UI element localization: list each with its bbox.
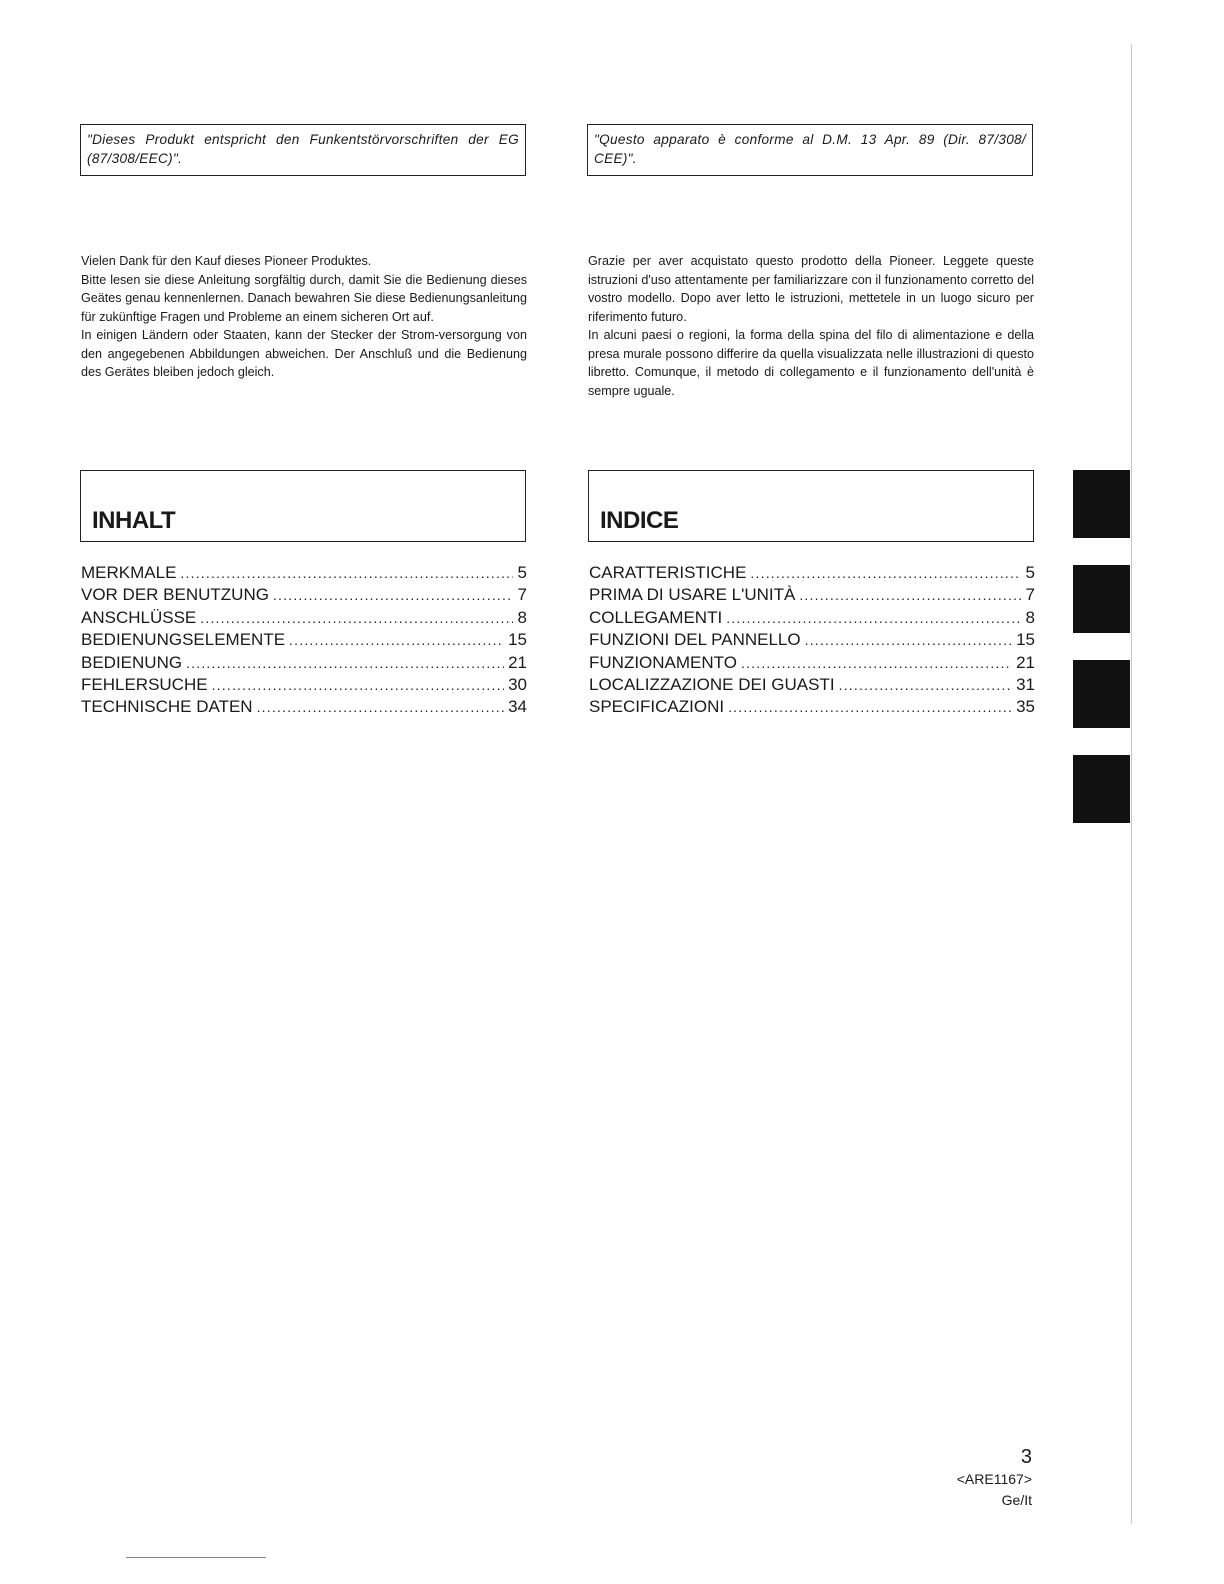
german-toc-header xyxy=(80,470,526,542)
toc-entry[interactable] xyxy=(589,696,1035,718)
toc-entry[interactable] xyxy=(589,674,1035,696)
toc-leader xyxy=(750,562,1021,584)
toc-entry-label: BEDIENUNGSELEMENTE xyxy=(81,630,286,650)
toc-entry-label: BEDIENUNG xyxy=(81,652,183,672)
toc-entry[interactable] xyxy=(589,607,1035,629)
toc-leader xyxy=(799,584,1021,606)
german-toc-title: INHALT xyxy=(92,507,176,534)
italian-regulatory-notice: "Questo apparato è conforme al D.M. 13 Apr. 89 (Dir. 87/308/ CEE)". xyxy=(587,124,1033,176)
divider xyxy=(126,1557,266,1558)
german-intro-paragraph: Vielen Dank für den Kauf dieses Pioneer Produktes. xyxy=(81,254,372,268)
toc-entry-page: 8 xyxy=(1025,607,1035,627)
toc-leader xyxy=(726,607,1021,629)
toc-entry-page: 15 xyxy=(508,630,527,650)
toc-entry-label: PRIMA DI USARE L'UNITÀ xyxy=(589,585,796,605)
toc-entry-page: 15 xyxy=(1016,630,1035,650)
toc-entry[interactable] xyxy=(81,696,527,718)
toc-leader xyxy=(728,696,1012,718)
toc-entry[interactable] xyxy=(81,607,527,629)
italian-intro xyxy=(588,252,1034,400)
toc-leader xyxy=(257,696,504,718)
toc-entry-label: SPECIFICAZIONI xyxy=(589,697,725,717)
toc-entry-label: CARATTERISTICHE xyxy=(589,563,747,582)
page-number: 3 xyxy=(1020,1446,1032,1468)
toc-entry-page: 30 xyxy=(508,675,527,695)
toc-entry-page: 34 xyxy=(508,697,527,717)
german-intro-paragraph: In einigen Ländern oder Staaten, kann der Stecker der Strom-versorgung von den angegebenen Abbildungen abweichen. Der Anschluß und die Bedienung des Gerätes bleiben jedoch gleich. xyxy=(81,328,527,379)
toc-entry[interactable] xyxy=(81,652,527,674)
german-toc-list xyxy=(81,562,527,719)
toc-entry[interactable] xyxy=(589,652,1035,674)
toc-entry-page: 21 xyxy=(1016,652,1035,672)
toc-entry-label: VOR DER BENUTZUNG xyxy=(81,585,269,605)
toc-entry-label: LOCALIZZAZIONE DEI GUASTI xyxy=(589,675,835,695)
toc-leader xyxy=(180,562,513,584)
language-code: Ge/It xyxy=(1001,1492,1032,1508)
toc-entry-page: 21 xyxy=(508,652,527,672)
toc-entry[interactable] xyxy=(589,584,1035,606)
toc-entry[interactable] xyxy=(589,629,1035,651)
italian-toc-title: INDICE xyxy=(600,507,679,534)
toc-entry-page: 35 xyxy=(1016,697,1035,717)
toc-entry-label: COLLEGAMENTI xyxy=(589,607,723,627)
toc-leader xyxy=(839,674,1012,696)
italian-intro-paragraph: In alcuni paesi o regioni, la forma della spina del filo di alimentazione e della presa murale possono differire da quella visualizzata nelle illustrazioni di questo libretto. Comunque, il metodo di collegamento e il funzionamento dell'unità è sempre uguale. xyxy=(588,328,1034,398)
document-code: <ARE1167> xyxy=(956,1471,1032,1487)
toc-entry-page: 7 xyxy=(517,585,527,605)
section-tab xyxy=(1073,660,1130,728)
toc-entry-page: 8 xyxy=(517,607,527,627)
section-tab xyxy=(1073,470,1130,538)
toc-entry-page: 5 xyxy=(517,563,527,582)
toc-entry-label: ANSCHLÜSSE xyxy=(81,607,197,627)
italian-intro-paragraph: Grazie per aver acquistato questo prodotto della Pioneer. Leggete queste istruzioni d'uso attentamente per familiarizzare con il funzionamento corretto del vostro modello. Dopo aver letto le istruzioni, mettetele in un luogo sicuro per riferimento futuro. xyxy=(588,254,1034,324)
italian-toc-header xyxy=(588,470,1034,542)
toc-leader xyxy=(741,652,1012,674)
toc-entry-page: 7 xyxy=(1025,585,1035,605)
page-edge-line xyxy=(1131,44,1132,1524)
italian-toc-list xyxy=(589,562,1035,719)
toc-entry[interactable] xyxy=(81,584,527,606)
toc-entry-page: 5 xyxy=(1025,563,1035,582)
toc-leader xyxy=(186,652,504,674)
toc-entry-label: FUNZIONI DEL PANNELLO xyxy=(589,630,801,650)
german-intro-paragraph: Bitte lesen sie diese Anleitung sorgfältig durch, damit Sie die Bedienung dieses Geätes genau kennenlernen. Danach bewahren Sie diese Bedienungsanleitung für zukünftige Fragen und Probleme an einem sicheren Ort auf. xyxy=(81,272,527,324)
toc-leader xyxy=(200,607,513,629)
toc-entry-label: MERKMALE xyxy=(81,563,177,582)
toc-entry[interactable] xyxy=(589,562,1035,584)
toc-entry-label: TECHNISCHE DATEN xyxy=(81,697,253,717)
toc-leader xyxy=(273,584,513,606)
toc-entry[interactable] xyxy=(81,629,527,651)
toc-entry-label: FEHLERSUCHE xyxy=(81,675,208,695)
section-tab xyxy=(1073,755,1130,823)
toc-leader xyxy=(805,629,1012,651)
section-tab xyxy=(1073,565,1130,633)
german-regulatory-notice: "Dieses Produkt entspricht den Funkentstörvorschriften der EG (87/308/EEC)". xyxy=(80,124,526,176)
german-intro xyxy=(81,252,527,382)
toc-entry-label: FUNZIONAMENTO xyxy=(589,652,737,672)
toc-leader xyxy=(289,629,504,651)
toc-entry[interactable] xyxy=(81,562,527,584)
toc-entry-page: 31 xyxy=(1016,675,1035,695)
toc-leader xyxy=(212,674,504,696)
toc-entry[interactable] xyxy=(81,674,527,696)
